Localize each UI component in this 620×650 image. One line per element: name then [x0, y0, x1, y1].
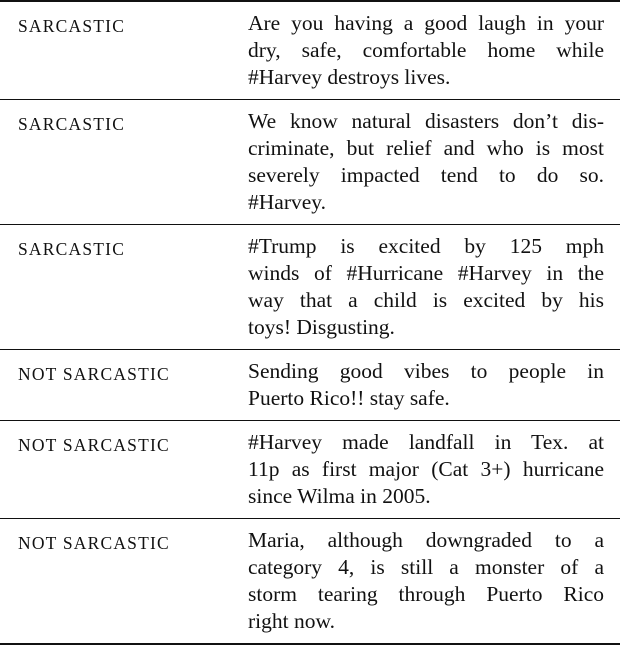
tweet-text-cell [228, 100, 620, 224]
tweet-text-line: since Wilma in 2005. [248, 484, 431, 508]
tweet-text-cell [228, 350, 620, 420]
table-row [0, 519, 620, 643]
tweet-text-line: way that a child is excited by his [248, 288, 604, 312]
label-cell: SARCASTIC [18, 239, 126, 259]
tweet-text-line: Sending good vibes to people in [248, 359, 604, 383]
tweet-text-line: Puerto Rico!! stay safe. [248, 386, 450, 410]
tweet-text-line: Maria, although downgraded to a [248, 528, 604, 552]
tweet-text-line: #Trump is excited by 125 mph [248, 234, 604, 258]
tweet-text-cell [228, 2, 620, 99]
tweet-text-line: We know natural disasters don’t dis- [248, 109, 604, 133]
table-row [0, 225, 620, 350]
tweet-text-line: winds of #Hurricane #Harvey in the [248, 261, 604, 285]
tweet-text-line: Are you having a good laugh in your [248, 11, 604, 35]
tweet-text-line: toys! Disgusting. [248, 315, 395, 339]
tweet-text-line: 11p as first major (Cat 3+) hurricane [248, 457, 604, 481]
tweet-text-line: #Harvey. [248, 190, 327, 214]
label-cell: NOT SARCASTIC [18, 435, 170, 455]
tweet-text-line: category 4, is still a monster of a [248, 555, 604, 579]
table-row [0, 2, 620, 100]
table-row [0, 100, 620, 225]
label-cell: SARCASTIC [18, 114, 126, 134]
tweet-text-line: dry, safe, comfortable home while [248, 38, 604, 62]
tweet-text-line: #Harvey made landfall in Tex. at [248, 430, 604, 454]
table-row [0, 350, 620, 421]
tweet-text-line: severely impacted tend to do so. [248, 163, 604, 187]
tweet-text-line: criminate, but relief and who is most [248, 136, 604, 160]
tweet-text-line: #Harvey destroys lives. [248, 65, 451, 89]
tweet-text-cell [228, 519, 620, 643]
label-cell: SARCASTIC [18, 16, 126, 36]
table-row [0, 421, 620, 519]
tweet-text-line: storm tearing through Puerto Rico [248, 582, 604, 606]
tweet-text-cell [228, 421, 620, 518]
tweet-text-cell [228, 225, 620, 349]
label-cell: NOT SARCASTIC [18, 533, 170, 553]
tweet-text-line: right now. [248, 609, 335, 633]
label-cell: NOT SARCASTIC [18, 364, 170, 384]
